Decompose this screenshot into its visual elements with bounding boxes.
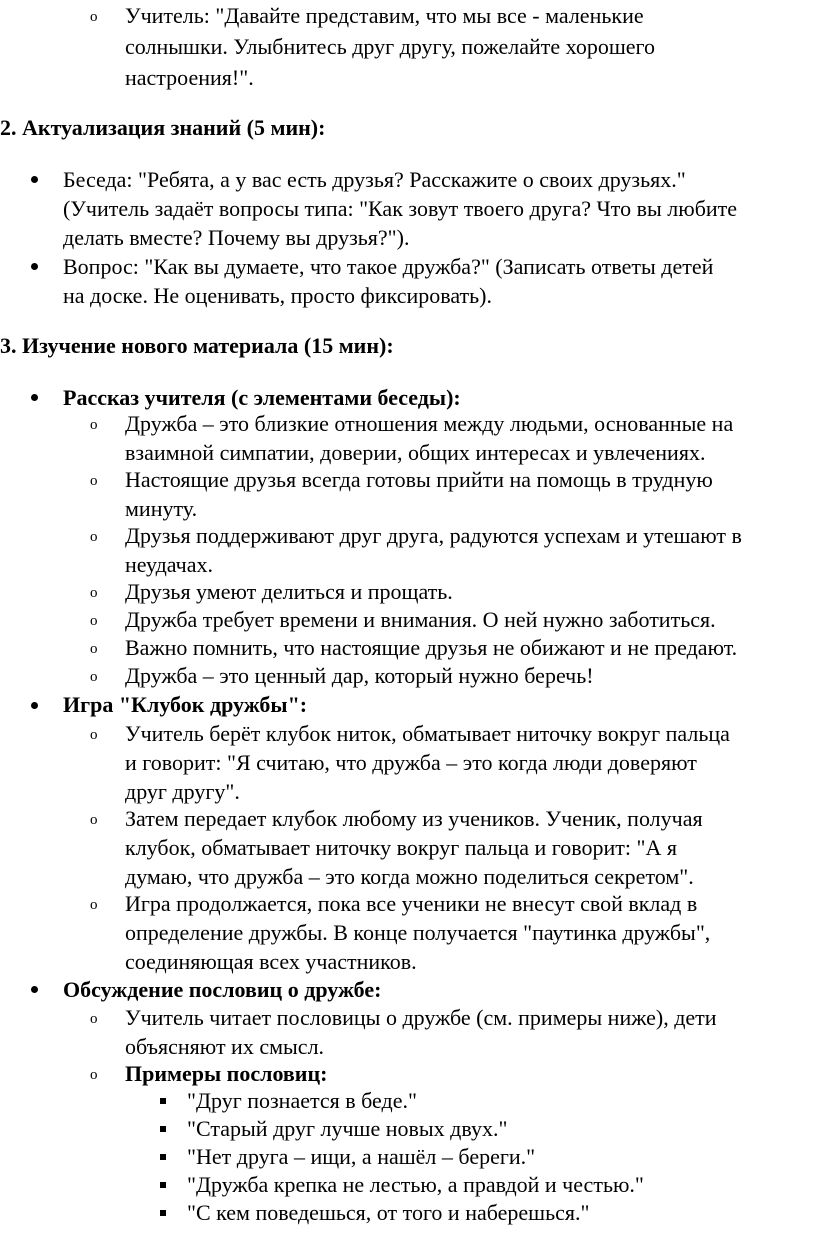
sub-bullet-icon: o — [90, 641, 98, 657]
list-item-line: на доске. Не оценивать, просто фиксировать). — [63, 283, 493, 308]
sub-item-line: Дружба – это ценный дар, который нужно беречь! — [125, 663, 594, 688]
section-heading: 3. Изучение нового материала (15 мин): — [0, 333, 394, 358]
sub-bullet-icon: o — [90, 417, 98, 433]
sub-bullet-icon: o — [90, 585, 98, 601]
sub-bullet-icon: o — [90, 727, 98, 743]
sub-item-line: Дружба требует времени и внимания. О ней нужно заботиться. — [125, 607, 716, 632]
bullet-icon — [31, 176, 38, 183]
sub-bullet-icon: o — [90, 613, 98, 629]
square-bullet-icon — [160, 1126, 166, 1132]
sub-item-line: объясняют их смысл. — [125, 1034, 325, 1059]
intro-line: солнышки. Улыбнитесь друг другу, пожелайте хорошего — [125, 34, 656, 59]
proverb-item: "Дружба крепка не лестью, а правдой и честью." — [187, 1172, 644, 1197]
square-bullet-icon — [160, 1182, 166, 1188]
sub-bullet-icon: o — [90, 1067, 98, 1083]
sub-bullet-icon: o — [90, 529, 98, 545]
sub-bullet-icon: o — [90, 812, 98, 828]
list-item-line: (Учитель задаёт вопросы типа: "Как зовут твоего друга? Что вы любите — [63, 196, 738, 221]
list-item-title: Обсуждение пословиц о дружбе: — [63, 977, 382, 1002]
bullet-icon — [31, 394, 38, 401]
proverb-item: "С кем поведешься, от того и наберешься." — [187, 1200, 590, 1225]
sub-bullet-icon: o — [90, 1011, 98, 1027]
intro-line: Учитель: "Давайте представим, что мы все - маленькие — [125, 3, 644, 28]
square-bullet-icon — [160, 1098, 166, 1104]
intro-line: настроения!". — [125, 65, 254, 90]
sub-item-line: минуту. — [125, 496, 198, 521]
sub-item-line: Игра продолжается, пока все ученики не внесут свой вклад в — [125, 891, 698, 916]
sub-item-line: неудачах. — [125, 552, 214, 577]
sub-item-title: Примеры пословиц: — [125, 1061, 328, 1086]
sub-item-line: Учитель берёт клубок ниток, обматывает ниточку вокруг пальца — [125, 721, 730, 746]
bullet-icon — [31, 263, 38, 270]
bullet-icon — [31, 986, 38, 993]
sub-item-line: определение дружбы. В конце получается "паутинка дружбы", — [125, 920, 711, 945]
proverb-item: "Друг познается в беде." — [187, 1088, 417, 1113]
sub-item-line: Затем передает клубок любому из учеников. Ученик, получая — [125, 806, 703, 831]
bullet-icon — [31, 702, 38, 709]
proverb-item: "Нет друга – ищи, а нашёл – береги." — [187, 1144, 536, 1169]
sub-item-line: и говорит: "Я считаю, что дружба – это когда люди доверяют — [125, 750, 697, 775]
square-bullet-icon — [160, 1154, 166, 1160]
section-heading: 2. Актуализация знаний (5 мин): — [0, 115, 326, 140]
sub-item-line: Учитель читает пословицы о дружбе (см. примеры ниже), дети — [125, 1005, 717, 1030]
list-item-line: Беседа: "Ребята, а у вас есть друзья? Расскажите о своих друзьях." — [63, 167, 686, 192]
sub-item-line: взаимной симпатии, доверии, общих интересах и увлечениях. — [125, 440, 706, 465]
sub-item-line: друг другу". — [125, 779, 240, 804]
proverb-item: "Старый друг лучше новых двух." — [187, 1116, 508, 1141]
sub-item-line: Друзья умеют делиться и прощать. — [125, 579, 453, 604]
sub-item-line: Важно помнить, что настоящие друзья не обижают и не предают. — [125, 635, 738, 660]
sub-item-line: клубок, обматывает ниточку вокруг пальца и говорит: "А я — [125, 835, 677, 860]
sub-bullet-icon: o — [90, 9, 98, 25]
list-item-line: Вопрос: "Как вы думаете, что такое дружба?" (Записать ответы детей — [63, 254, 714, 279]
sub-item-line: Настоящие друзья всегда готовы прийти на помощь в трудную — [125, 467, 713, 492]
sub-bullet-icon: o — [90, 897, 98, 913]
list-item-title: Рассказ учителя (с элементами беседы): — [63, 385, 461, 410]
sub-item-line: думаю, что дружба – это когда можно поделиться секретом". — [125, 864, 694, 889]
square-bullet-icon — [160, 1210, 166, 1216]
sub-bullet-icon: o — [90, 669, 98, 685]
sub-bullet-icon: o — [90, 473, 98, 489]
list-item-title: Игра "Клубок дружбы": — [63, 692, 308, 717]
sub-item-line: Друзья поддерживают друг друга, радуются успехам и утешают в — [125, 523, 742, 548]
sub-item-line: соединяющая всех участников. — [125, 949, 417, 974]
sub-item-line: Дружба – это близкие отношения между людьми, основанные на — [125, 411, 734, 436]
list-item-line: делать вместе? Почему вы друзья?"). — [63, 225, 410, 250]
